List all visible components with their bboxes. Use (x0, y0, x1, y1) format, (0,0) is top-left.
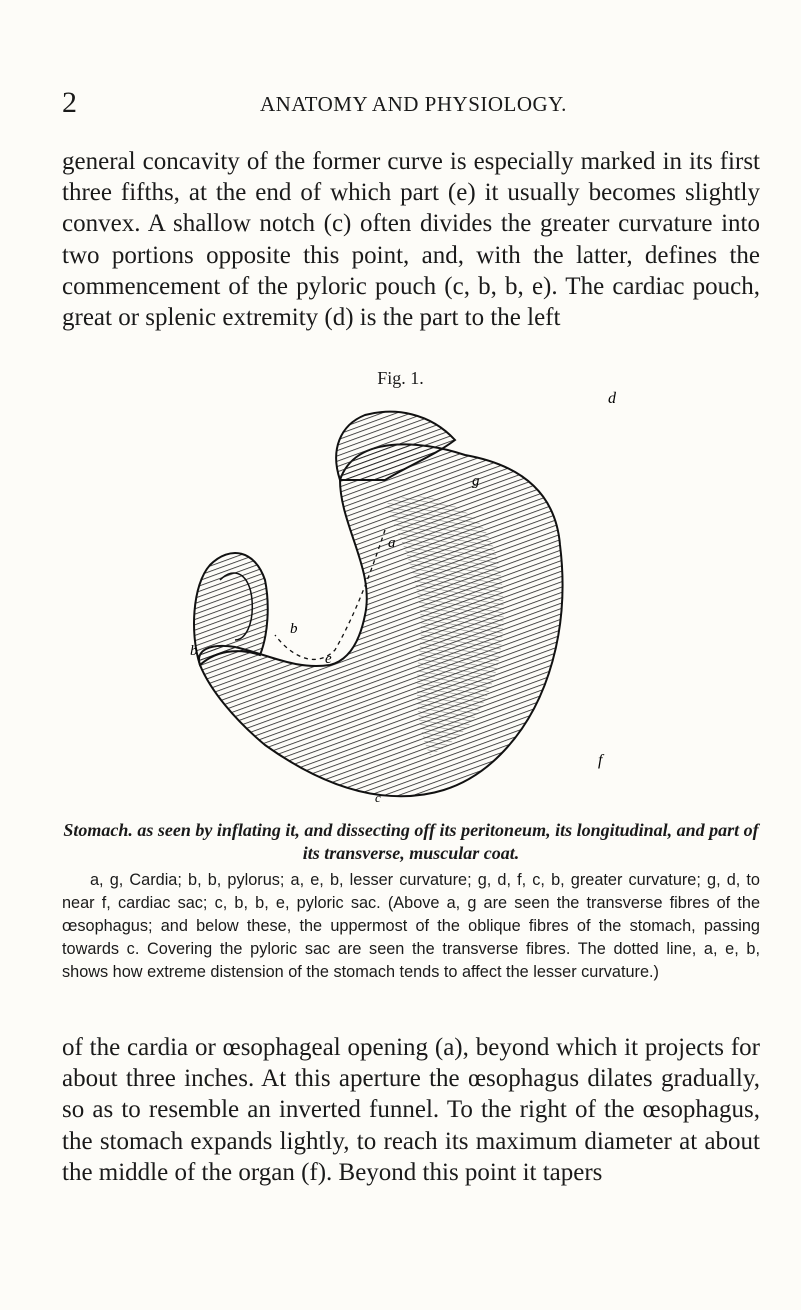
pylorus (194, 553, 268, 665)
figure-letter-e: e (325, 651, 332, 667)
figure-letter-a: a (388, 535, 396, 551)
paragraph-2: of the cardia or œsophageal opening (a), beyond which it projects for about three inches. At this aperture the œsophagus dilates gradually, so as to resemble an inverted funnel. To the right of the œsophagus, the stomach expands lightly, to reach its maximum diameter at about the middle of the organ (f). Beyond this point it tapers (62, 1034, 760, 1186)
figure-letter-g: g (472, 473, 480, 489)
figure-caption-title: Stomach. as seen by inflating it, and dissecting off its peritoneum, its longitudinal, and part of its transverse, muscular coat. (63, 820, 759, 863)
figure-letter-b-top: b (290, 621, 298, 637)
figure-letter-d: d (608, 390, 616, 407)
page-header (0, 88, 801, 118)
figure-caption-body: a, g, Cardia; b, b, pylorus; a, e, b, lesser curvature; g, d, f, c, b, greater curvature; g, d, to near f, cardiac sac; c, b, b, e, pyloric sac. (Above a, g are seen the transverse fibres of the œsophagus; and below these, the uppermost of the oblique fibres of the stomach, passing towards c. Covering the pyloric sac are seen the transverse fibres. The dotted line, a, e, b, shows how extreme distension of the stomach tends to affect the lesser curvature.) (62, 871, 760, 981)
figure-letter-b-left: b (190, 643, 198, 659)
page-number: 2 (62, 86, 77, 119)
stomach-illustration (180, 385, 630, 805)
paragraph-1: general concavity of the former curve is especially marked in its first three fifths, at the end of which part (e) it usually becomes slightly convex. A shallow notch (c) often divides the greater curvature into two portions opposite this point, and, with the latter, defines the commencement of the pyloric pouch (c, b, b, e). The cardiac pouch, great or splenic extremity (d) is the part to the left (62, 148, 760, 332)
figure-label: Fig. 1. (377, 368, 424, 388)
figure-letter-c: c (375, 790, 381, 805)
running-head: ANATOMY AND PHYSIOLOGY. (260, 92, 567, 116)
figure-letter-f: f (598, 752, 603, 769)
